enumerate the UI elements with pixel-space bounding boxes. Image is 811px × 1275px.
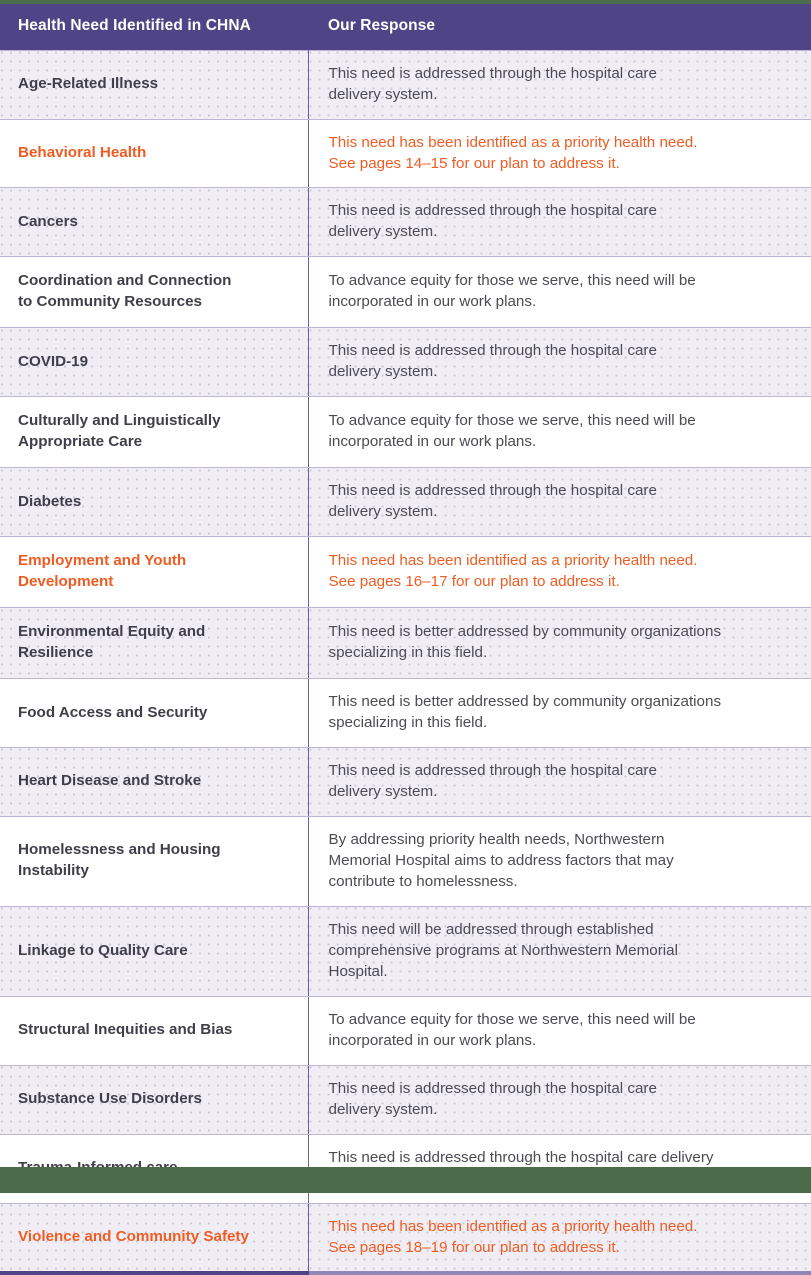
response-line: incorporated in our work plans. [328,1031,537,1049]
cell-our-response [308,996,811,1065]
health-need-line: Appropriate Care [18,433,143,451]
response-line: delivery system. [328,503,438,521]
response-line: This need has been identified as a priority health need. [328,133,698,151]
cell-health-need [0,608,308,679]
cell-our-response [308,906,811,996]
health-need-line: Age-Related Illness [18,75,159,93]
response-line: This need is addressed through the hospital care [328,342,657,360]
response-line: Memorial Hospital aims to address factors that may [328,851,674,869]
table-container [0,4,811,1275]
response-line: delivery system. [328,223,438,241]
health-need-line: Violence and Community Safety [18,1228,249,1246]
response-line: This need has been identified as a priority health need. [328,552,698,570]
response-line: See pages 18–19 for our plan to address it. [328,1238,620,1256]
response-line: This need will be addressed through established [328,920,654,938]
cell-health-need [0,679,308,748]
cell-health-need [0,1065,308,1134]
response-line: delivery system. [328,782,438,800]
cell-health-need [0,397,308,468]
response-line: This need has been identified as a priority health need. [328,1217,698,1235]
table-row [0,1065,811,1134]
cell-health-need [0,816,308,906]
cell-health-need [0,50,308,119]
response-line: By addressing priority health needs, Northwestern [328,830,665,848]
response-line: This need is addressed through the hospital care [328,202,657,220]
cell-health-need [0,537,308,608]
response-line: This need is addressed through the hospital care [328,761,657,779]
cell-our-response [308,397,811,468]
health-need-line: Coordination and Connection [18,272,232,290]
cell-our-response [308,468,811,537]
table-row [0,679,811,748]
health-need-line: Homelessness and Housing [18,841,221,859]
response-line: This need is addressed through the hospital care [328,64,657,82]
cell-health-need [0,328,308,397]
health-need-line: Diabetes [18,492,82,510]
health-need-line: Food Access and Security [18,703,208,721]
response-line: This need is addressed through the hospital care [328,1079,657,1097]
response-line: This need is addressed through the hospital care delivery [328,1148,714,1166]
cell-health-need [0,468,308,537]
health-need-line: Development [18,573,114,591]
cell-our-response [308,1065,811,1134]
cell-health-need [0,747,308,816]
cell-health-need [0,1203,308,1273]
response-line: delivery system. [328,363,438,381]
response-line: To advance equity for those we serve, this need will be [328,272,696,290]
health-need-line: COVID-19 [18,352,89,370]
cell-our-response [308,608,811,679]
cell-our-response [308,188,811,257]
table-row [0,50,811,119]
table-row [0,188,811,257]
cell-health-need [0,119,308,188]
cell-our-response [308,257,811,328]
table-row [0,1203,811,1273]
table-row [0,906,811,996]
response-line: See pages 14–15 for our plan to address it. [328,154,620,172]
health-need-line: Instability [18,862,89,880]
cell-our-response [308,328,811,397]
health-need-line: Heart Disease and Stroke [18,772,202,790]
table-header [0,4,811,50]
response-line: To advance equity for those we serve, this need will be [328,412,696,430]
table-row [0,397,811,468]
cell-our-response [308,1203,811,1273]
response-line: This need is better addressed by community organizations [328,623,722,641]
cell-our-response [308,816,811,906]
response-line: Hospital. [328,962,388,980]
health-need-line: Substance Use Disorders [18,1090,203,1108]
response-line: comprehensive programs at Northwestern Memorial [328,941,678,959]
response-line: incorporated in our work plans. [328,433,537,451]
response-line: See pages 16–17 for our plan to address it. [328,573,620,591]
table-row [0,328,811,397]
cell-health-need [0,188,308,257]
cell-our-response [308,537,811,608]
table-body [0,50,811,1273]
health-need-line: Employment and Youth [18,552,187,570]
table-header-row [0,4,811,50]
response-line: This need is addressed through the hospital care [328,482,657,500]
cell-our-response [308,747,811,816]
response-line: To advance equity for those we serve, this need will be [328,1010,696,1028]
table-row [0,608,811,679]
health-need-line: Cancers [18,212,78,230]
cell-our-response [308,679,811,748]
chna-health-needs-table [0,4,811,1275]
health-need-line: Environmental Equity and [18,623,206,641]
response-line: specializing in this field. [328,714,488,731]
response-line: specializing in this field. [328,644,488,662]
table-row [0,996,811,1065]
bottom-green-band [0,1167,811,1193]
column-header-our-response: Our Response [308,4,811,50]
table-row [0,537,811,608]
cell-our-response [308,50,811,119]
cell-our-response [308,119,811,188]
health-need-line: Behavioral Health [18,144,147,162]
table-row [0,816,811,906]
cell-health-need [0,996,308,1065]
cell-health-need [0,257,308,328]
health-need-line: Resilience [18,644,94,662]
response-line: contribute to homelessness. [328,872,518,890]
table-row [0,119,811,188]
response-line: delivery system. [328,85,438,103]
health-need-line: to Community Resources [18,293,202,311]
response-line: incorporated in our work plans. [328,293,537,311]
table-row [0,257,811,328]
cell-health-need [0,906,308,996]
column-header-health-need: Health Need Identified in CHNA [0,4,308,50]
response-line: This need is better addressed by community organizations [328,693,722,711]
health-need-line: Culturally and Linguistically [18,412,221,430]
health-need-line: Structural Inequities and Bias [18,1021,233,1039]
table-row [0,468,811,537]
health-need-line: Linkage to Quality Care [18,941,188,959]
table-row [0,747,811,816]
response-line: delivery system. [328,1100,438,1118]
